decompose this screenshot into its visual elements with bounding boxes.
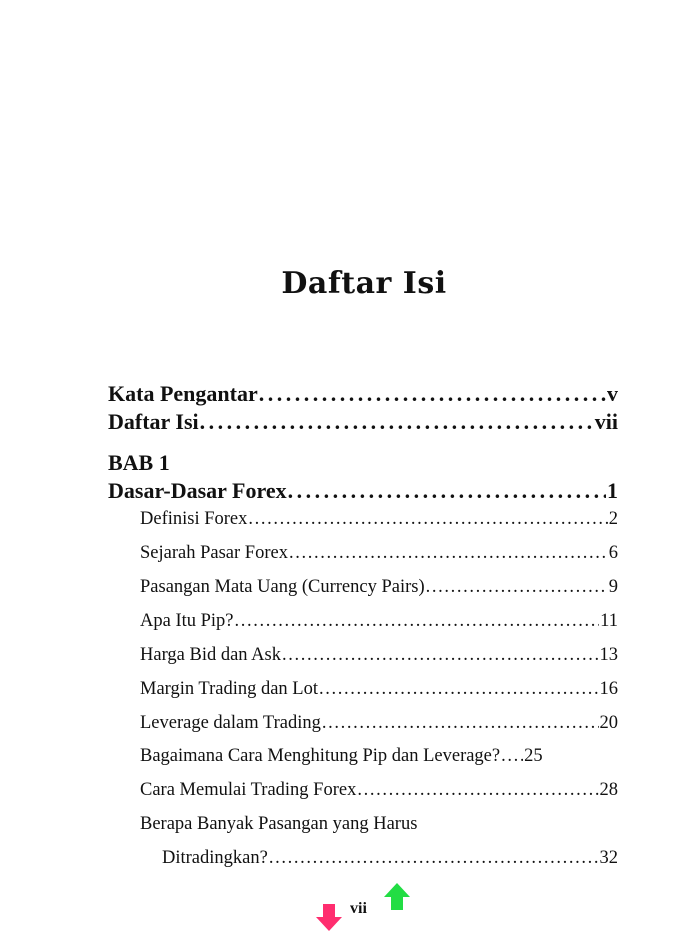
toc-entry-page: 6: [608, 543, 618, 563]
toc-entry-title: Sejarah Pasar Forex: [140, 543, 288, 563]
toc-entry-page: 20: [599, 713, 618, 733]
toc-entry-title: Leverage dalam Trading: [140, 713, 321, 733]
toc-entry-section[interactable]: [140, 746, 618, 774]
toc-leader-dots: [235, 611, 600, 632]
toc-leader-dots: [259, 381, 606, 407]
toc-leader-dots: [200, 409, 594, 435]
toc-leader-dots: [282, 645, 599, 666]
page-number: vii: [350, 900, 367, 917]
toc-entry-title: Kata Pengantar: [108, 381, 258, 406]
toc-entry-title: Bagaimana Cara Menghitung Pip dan Leverage?: [140, 746, 501, 766]
toc-leader-dots: [269, 848, 599, 869]
toc-entry-kata-pengantar[interactable]: [108, 381, 618, 411]
toc-entry-daftar-isi[interactable]: [108, 409, 618, 439]
toc-entry-title: Margin Trading dan Lot: [140, 679, 318, 699]
toc-leader-dots: [322, 713, 599, 734]
toc-leader-dots: [289, 543, 608, 564]
toc-entry-page: 28: [599, 780, 618, 800]
arrow-down-icon[interactable]: [316, 904, 342, 932]
toc-leader-dots: [357, 780, 598, 801]
toc-entry-section[interactable]: [140, 645, 618, 673]
toc-leader-dots: [319, 679, 599, 700]
toc-entry-page: v: [607, 381, 618, 406]
toc-entry-page: 16: [599, 679, 618, 699]
toc-entry-page: vii: [594, 409, 618, 434]
toc-entry-title: Pasangan Mata Uang (Currency Pairs): [140, 577, 425, 597]
toc-entry-page: 11: [600, 611, 618, 631]
toc-entry-section[interactable]: [140, 780, 618, 808]
toc-leader-dots: [426, 577, 608, 598]
toc-leader-dots: [288, 478, 606, 504]
toc-entry-page: 2: [608, 509, 618, 529]
toc-entry-title: Cara Memulai Trading Forex: [140, 780, 357, 800]
toc-entry-title: Harga Bid dan Ask: [140, 645, 281, 665]
toc-entry-title: Apa Itu Pip?: [140, 611, 234, 631]
toc-entry-title: Dasar-Dasar Forex: [108, 478, 287, 503]
toc-entry-section[interactable]: [140, 577, 618, 605]
toc-entry-wrapped-line2[interactable]: [162, 848, 618, 876]
toc-entry-title: Definisi Forex: [140, 509, 248, 529]
toc-entry-section[interactable]: [140, 611, 618, 639]
toc-entry-title: Ditradingkan?: [162, 848, 268, 868]
chapter-label: BAB 1: [108, 450, 170, 475]
toc-entry-page: 25: [524, 746, 543, 766]
toc-entry-title: Daftar Isi: [108, 409, 199, 434]
toc-entry-page: 9: [608, 577, 618, 597]
toc-entry-section[interactable]: [140, 713, 618, 741]
toc-leader-dots: [501, 746, 523, 767]
toc-entry-page: 1: [607, 478, 618, 503]
toc-leader-dots: [248, 509, 607, 530]
toc-entry-page: 13: [599, 645, 618, 665]
toc-entry-page: 32: [599, 848, 618, 868]
toc-entry-section[interactable]: [140, 509, 618, 537]
toc-entry-chapter[interactable]: [108, 478, 618, 508]
arrow-up-icon[interactable]: [384, 883, 410, 911]
page-title: Daftar Isi: [281, 266, 447, 301]
toc-entry-section[interactable]: [140, 543, 618, 571]
toc-entry-section[interactable]: [140, 679, 618, 707]
toc-entry-wrapped-line1[interactable]: Berapa Banyak Pasangan yang Harus: [140, 814, 418, 834]
